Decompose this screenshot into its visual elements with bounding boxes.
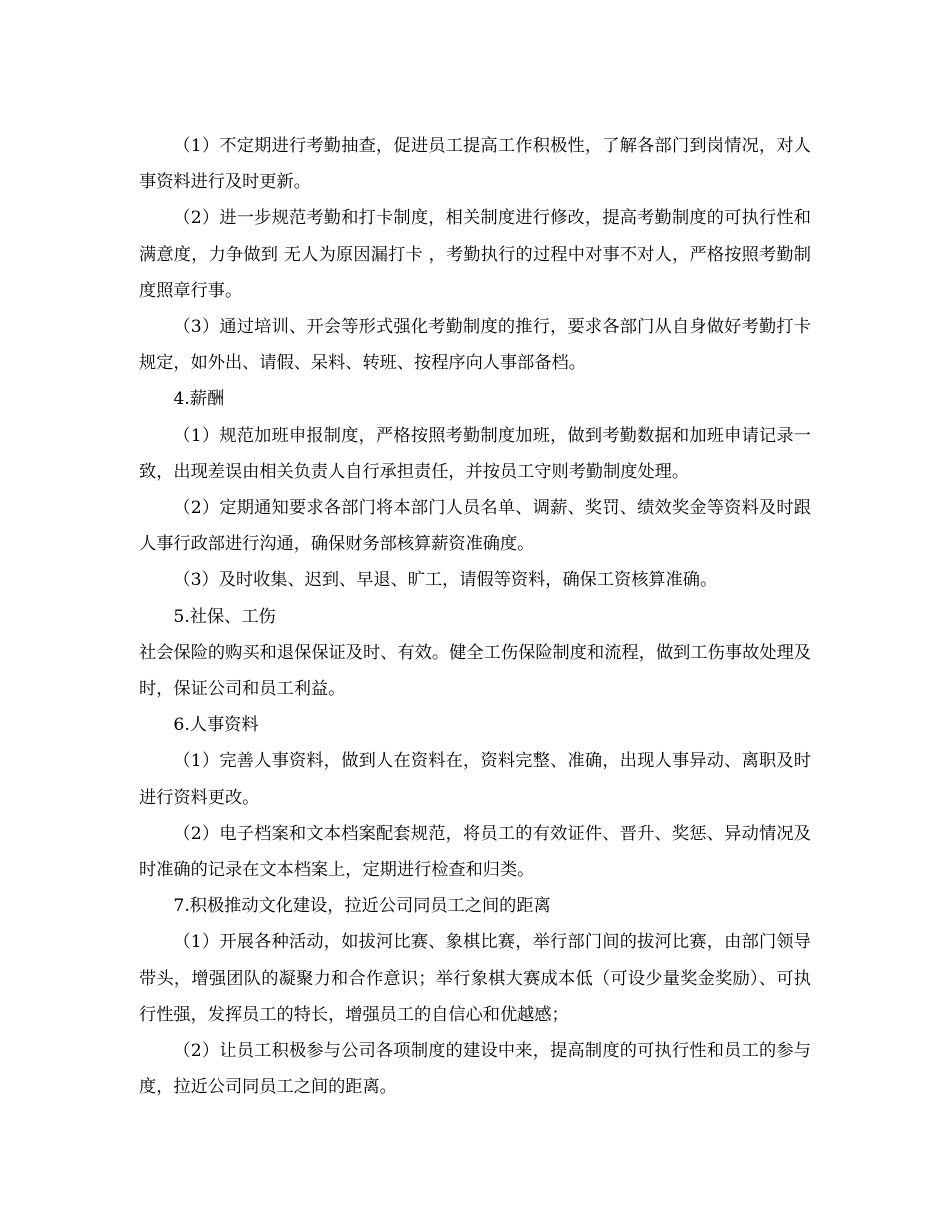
paragraph-personnel-1: （1）完善人事资料，做到人在资料在，资料完整、准确，出现人事异动、离职及时进行资料更改。 xyxy=(139,751,811,808)
paragraph-culture-1: （1）开展各种活动，如拔河比赛、象棋比赛，举行部门间的拔河比赛，由部门领导带头，增强团队的凝聚力和合作意识；举行象棋大赛成本低（可设少量奖金奖励）、可执行性强，发挥员工的特长，增强员工的自信心和优越感； xyxy=(139,932,811,1025)
paragraph-attendance-1: （1）不定期进行考勤抽查，促进员工提高工作积极性，了解各部门到岗情况，对人事资料进行及时更新。 xyxy=(139,136,811,193)
paragraph-personnel-2: （2）电子档案和文本档案配套规范，将员工的有效证件、晋升、奖惩、异动情况及时准确的记录在文本档案上，定期进行检查和归类。 xyxy=(139,823,811,881)
paragraph-attendance-3: （3）通过培训、开会等形式强化考勤制度的推行，要求各部门从自身做好考勤打卡规定，如外出、请假、呆料、转班、按程序向人事部备档。 xyxy=(139,317,811,374)
heading-personnel-records: 6.人事资料 xyxy=(173,715,259,736)
paragraph-social-insurance: 社会保险的购买和退保保证及时、有效。健全工伤保险制度和流程，做到工伤事故处理及时，保证公司和员工利益。 xyxy=(139,642,811,700)
paragraph-culture-2: （2）让员工积极参与公司各项制度的建设中来，提高制度的可执行性和员工的参与度，拉近公司同员工之间的距离。 xyxy=(139,1041,811,1098)
heading-social-insurance: 5.社保、工伤 xyxy=(173,606,276,627)
heading-culture: 7.积极推动文化建设，拉近公司同员工之间的距离 xyxy=(173,896,551,917)
paragraph-salary-1: （1）规范加班申报制度，严格按照考勤制度加班，做到考勤数据和加班申请记录一致，出现差误由相关负责人自行承担责任，并按员工守则考勤制度处理。 xyxy=(139,425,811,482)
paragraph-salary-2: （2）定期通知要求各部门将本部门人员名单、调薪、奖罚、绩效奖金等资料及时跟人事行政部进行沟通，确保财务部核算薪资准确度。 xyxy=(139,498,811,555)
paragraph-attendance-2: （2）进一步规范考勤和打卡制度，相关制度进行修改，提高考勤制度的可执行性和满意度，力争做到 无人为原因漏打卡 ，考勤执行的过程中对事不对人，严格按照考勤制度照章行事。 xyxy=(139,208,811,301)
paragraph-salary-3: （3）及时收集、迟到、早退、旷工，请假等资料，确保工资核算准确。 xyxy=(173,570,718,591)
document-body xyxy=(139,128,811,1105)
heading-salary: 4.薪酬 xyxy=(173,389,225,410)
